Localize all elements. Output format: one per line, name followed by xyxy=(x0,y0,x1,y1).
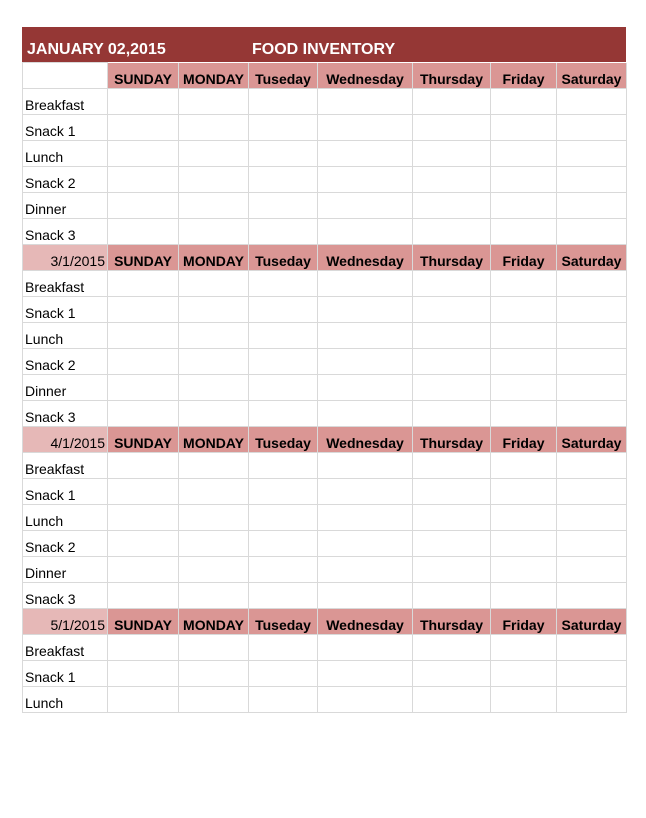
meal-cell[interactable] xyxy=(413,322,491,348)
day-header-tuseday[interactable]: Tuseday xyxy=(249,244,318,270)
meal-cell[interactable] xyxy=(413,686,491,712)
meal-label[interactable]: Snack 1 xyxy=(23,660,108,686)
meal-cell[interactable] xyxy=(491,88,557,114)
meal-cell[interactable] xyxy=(413,218,491,244)
meal-cell[interactable] xyxy=(108,218,179,244)
meal-label[interactable]: Dinner xyxy=(23,556,108,582)
day-header-saturday[interactable]: Saturday xyxy=(557,608,627,634)
day-header-friday[interactable]: Friday xyxy=(491,63,557,89)
meal-cell[interactable] xyxy=(557,322,627,348)
meal-cell[interactable] xyxy=(179,270,249,296)
meal-label[interactable]: Lunch xyxy=(23,140,108,166)
meal-cell[interactable] xyxy=(491,400,557,426)
meal-cell[interactable] xyxy=(179,296,249,322)
day-header-wednesday[interactable]: Wednesday xyxy=(318,426,413,452)
meal-label[interactable]: Lunch xyxy=(23,686,108,712)
meal-cell[interactable] xyxy=(557,348,627,374)
meal-cell[interactable] xyxy=(413,582,491,608)
meal-cell[interactable] xyxy=(179,374,249,400)
day-header-tuseday[interactable]: Tuseday xyxy=(249,608,318,634)
meal-cell[interactable] xyxy=(249,556,318,582)
meal-label[interactable]: Breakfast xyxy=(23,88,108,114)
day-header-sunday[interactable]: SUNDAY xyxy=(108,63,179,89)
meal-cell[interactable] xyxy=(557,270,627,296)
meal-cell[interactable] xyxy=(108,192,179,218)
day-header-monday[interactable]: MONDAY xyxy=(179,244,249,270)
corner-cell[interactable] xyxy=(23,63,108,89)
meal-cell[interactable] xyxy=(491,296,557,322)
meal-cell[interactable] xyxy=(318,400,413,426)
day-header-thursday[interactable]: Thursday xyxy=(413,244,491,270)
meal-label[interactable]: Lunch xyxy=(23,504,108,530)
meal-row xyxy=(23,114,627,140)
meal-cell[interactable] xyxy=(249,192,318,218)
day-header-sunday[interactable]: SUNDAY xyxy=(108,426,179,452)
meal-cell[interactable] xyxy=(249,530,318,556)
meal-cell[interactable] xyxy=(249,348,318,374)
meal-cell[interactable] xyxy=(249,114,318,140)
meal-cell[interactable] xyxy=(557,114,627,140)
meal-label[interactable]: Snack 1 xyxy=(23,478,108,504)
meal-cell[interactable] xyxy=(491,452,557,478)
meal-cell[interactable] xyxy=(179,218,249,244)
week-date-cell[interactable]: 4/1/2015 xyxy=(23,426,108,452)
meal-cell[interactable] xyxy=(491,140,557,166)
meal-row xyxy=(23,556,627,582)
meal-row xyxy=(23,348,627,374)
meal-row xyxy=(23,88,627,114)
meal-cell[interactable] xyxy=(491,218,557,244)
day-header-row xyxy=(23,63,627,89)
day-header-row xyxy=(23,244,627,270)
day-header-monday[interactable]: MONDAY xyxy=(179,426,249,452)
meal-cell[interactable] xyxy=(179,660,249,686)
day-header-sunday[interactable]: SUNDAY xyxy=(108,244,179,270)
meal-cell[interactable] xyxy=(413,166,491,192)
meal-cell[interactable] xyxy=(557,582,627,608)
meal-cell[interactable] xyxy=(249,400,318,426)
meal-cell[interactable] xyxy=(491,192,557,218)
meal-cell[interactable] xyxy=(318,686,413,712)
meal-cell[interactable] xyxy=(249,322,318,348)
meal-cell[interactable] xyxy=(557,478,627,504)
meal-cell[interactable] xyxy=(491,530,557,556)
meal-cell[interactable] xyxy=(491,114,557,140)
food-inventory-sheet xyxy=(22,27,626,713)
meal-label[interactable]: Dinner xyxy=(23,192,108,218)
meal-label[interactable]: Snack 2 xyxy=(23,166,108,192)
meal-cell[interactable] xyxy=(318,270,413,296)
day-header-saturday[interactable]: Saturday xyxy=(557,426,627,452)
meal-cell[interactable] xyxy=(108,634,179,660)
meal-cell[interactable] xyxy=(318,218,413,244)
day-header-sunday[interactable]: SUNDAY xyxy=(108,608,179,634)
meal-cell[interactable] xyxy=(413,296,491,322)
meal-cell[interactable] xyxy=(413,270,491,296)
meal-cell[interactable] xyxy=(318,582,413,608)
meal-cell[interactable] xyxy=(557,556,627,582)
meal-cell[interactable] xyxy=(108,348,179,374)
day-header-thursday[interactable]: Thursday xyxy=(413,63,491,89)
meal-cell[interactable] xyxy=(108,166,179,192)
meal-cell[interactable] xyxy=(179,166,249,192)
meal-cell[interactable] xyxy=(108,582,179,608)
meal-cell[interactable] xyxy=(491,582,557,608)
meal-cell[interactable] xyxy=(249,374,318,400)
meal-cell[interactable] xyxy=(557,140,627,166)
meal-cell[interactable] xyxy=(249,686,318,712)
meal-row xyxy=(23,452,627,478)
meal-cell[interactable] xyxy=(557,660,627,686)
meal-cell[interactable] xyxy=(179,582,249,608)
meal-cell[interactable] xyxy=(179,140,249,166)
meal-cell[interactable] xyxy=(179,686,249,712)
meal-row xyxy=(23,660,627,686)
day-header-tuseday[interactable]: Tuseday xyxy=(249,63,318,89)
day-header-friday[interactable]: Friday xyxy=(491,244,557,270)
title-bar xyxy=(22,27,626,62)
meal-cell[interactable] xyxy=(108,452,179,478)
meal-row xyxy=(23,634,627,660)
meal-cell[interactable] xyxy=(249,270,318,296)
meal-cell[interactable] xyxy=(413,348,491,374)
meal-cell[interactable] xyxy=(318,88,413,114)
day-header-row xyxy=(23,608,627,634)
day-header-saturday[interactable]: Saturday xyxy=(557,63,627,89)
meal-cell[interactable] xyxy=(318,322,413,348)
meal-cell[interactable] xyxy=(249,504,318,530)
meal-cell[interactable] xyxy=(179,556,249,582)
meal-cell[interactable] xyxy=(249,140,318,166)
meal-cell[interactable] xyxy=(491,374,557,400)
meal-label[interactable]: Snack 1 xyxy=(23,296,108,322)
day-header-thursday[interactable]: Thursday xyxy=(413,426,491,452)
day-header-monday[interactable]: MONDAY xyxy=(179,63,249,89)
meal-cell[interactable] xyxy=(491,270,557,296)
meal-cell[interactable] xyxy=(179,88,249,114)
meal-cell[interactable] xyxy=(108,374,179,400)
day-header-tuseday[interactable]: Tuseday xyxy=(249,426,318,452)
meal-label[interactable]: Lunch xyxy=(23,322,108,348)
meal-cell[interactable] xyxy=(179,478,249,504)
day-header-wednesday[interactable]: Wednesday xyxy=(318,63,413,89)
inventory-grid xyxy=(22,62,627,713)
day-header-thursday[interactable]: Thursday xyxy=(413,608,491,634)
meal-cell[interactable] xyxy=(557,634,627,660)
meal-cell[interactable] xyxy=(249,478,318,504)
meal-cell[interactable] xyxy=(557,192,627,218)
meal-cell[interactable] xyxy=(249,166,318,192)
meal-cell[interactable] xyxy=(108,296,179,322)
meal-row xyxy=(23,166,627,192)
meal-cell[interactable] xyxy=(318,478,413,504)
meal-label[interactable]: Snack 2 xyxy=(23,530,108,556)
meal-cell[interactable] xyxy=(413,192,491,218)
meal-cell[interactable] xyxy=(557,218,627,244)
meal-cell[interactable] xyxy=(108,556,179,582)
meal-cell[interactable] xyxy=(179,114,249,140)
meal-row xyxy=(23,140,627,166)
meal-cell[interactable] xyxy=(491,166,557,192)
meal-cell[interactable] xyxy=(108,400,179,426)
meal-cell[interactable] xyxy=(318,348,413,374)
meal-cell[interactable] xyxy=(179,322,249,348)
meal-cell[interactable] xyxy=(318,114,413,140)
meal-cell[interactable] xyxy=(108,530,179,556)
meal-cell[interactable] xyxy=(491,478,557,504)
meal-cell[interactable] xyxy=(318,530,413,556)
meal-cell[interactable] xyxy=(318,140,413,166)
meal-cell[interactable] xyxy=(491,504,557,530)
meal-cell[interactable] xyxy=(108,322,179,348)
sheet-date: JANUARY 02,2015 xyxy=(27,41,166,58)
meal-label[interactable]: Breakfast xyxy=(23,270,108,296)
meal-row xyxy=(23,504,627,530)
meal-cell[interactable] xyxy=(557,400,627,426)
meal-cell[interactable] xyxy=(413,504,491,530)
meal-cell[interactable] xyxy=(413,400,491,426)
meal-label[interactable]: Breakfast xyxy=(23,452,108,478)
meal-cell[interactable] xyxy=(557,530,627,556)
meal-row xyxy=(23,218,627,244)
meal-cell[interactable] xyxy=(557,296,627,322)
meal-cell[interactable] xyxy=(179,192,249,218)
meal-cell[interactable] xyxy=(557,166,627,192)
day-header-monday[interactable]: MONDAY xyxy=(179,608,249,634)
meal-cell[interactable] xyxy=(413,478,491,504)
meal-cell[interactable] xyxy=(557,374,627,400)
meal-cell[interactable] xyxy=(318,660,413,686)
meal-cell[interactable] xyxy=(318,296,413,322)
meal-cell[interactable] xyxy=(108,478,179,504)
sheet-title: FOOD INVENTORY xyxy=(252,41,396,58)
meal-row xyxy=(23,478,627,504)
meal-cell[interactable] xyxy=(491,660,557,686)
meal-cell[interactable] xyxy=(108,686,179,712)
meal-cell[interactable] xyxy=(557,88,627,114)
meal-cell[interactable] xyxy=(318,452,413,478)
meal-cell[interactable] xyxy=(557,452,627,478)
meal-cell[interactable] xyxy=(491,556,557,582)
meal-row xyxy=(23,530,627,556)
meal-row xyxy=(23,686,627,712)
meal-cell[interactable] xyxy=(413,140,491,166)
meal-cell[interactable] xyxy=(108,140,179,166)
meal-cell[interactable] xyxy=(413,530,491,556)
meal-cell[interactable] xyxy=(491,322,557,348)
meal-cell[interactable] xyxy=(179,634,249,660)
meal-cell[interactable] xyxy=(557,686,627,712)
meal-cell[interactable] xyxy=(179,348,249,374)
meal-cell[interactable] xyxy=(249,452,318,478)
meal-row xyxy=(23,270,627,296)
meal-cell[interactable] xyxy=(413,374,491,400)
meal-cell[interactable] xyxy=(413,88,491,114)
day-header-wednesday[interactable]: Wednesday xyxy=(318,608,413,634)
meal-label[interactable]: Snack 3 xyxy=(23,218,108,244)
meal-label[interactable]: Snack 2 xyxy=(23,348,108,374)
meal-cell[interactable] xyxy=(413,660,491,686)
meal-cell[interactable] xyxy=(249,660,318,686)
meal-cell[interactable] xyxy=(179,452,249,478)
meal-cell[interactable] xyxy=(491,634,557,660)
day-header-friday[interactable]: Friday xyxy=(491,608,557,634)
meal-cell[interactable] xyxy=(179,504,249,530)
meal-label[interactable]: Snack 1 xyxy=(23,114,108,140)
day-header-wednesday[interactable]: Wednesday xyxy=(318,244,413,270)
meal-cell[interactable] xyxy=(491,686,557,712)
meal-row xyxy=(23,374,627,400)
meal-cell[interactable] xyxy=(179,530,249,556)
meal-row xyxy=(23,322,627,348)
meal-label[interactable]: Dinner xyxy=(23,374,108,400)
meal-cell[interactable] xyxy=(108,114,179,140)
meal-cell[interactable] xyxy=(179,400,249,426)
day-header-saturday[interactable]: Saturday xyxy=(557,244,627,270)
meal-cell[interactable] xyxy=(249,88,318,114)
meal-row xyxy=(23,400,627,426)
meal-cell[interactable] xyxy=(318,374,413,400)
meal-cell[interactable] xyxy=(318,504,413,530)
meal-cell[interactable] xyxy=(108,88,179,114)
meal-cell[interactable] xyxy=(108,270,179,296)
day-header-row xyxy=(23,426,627,452)
meal-cell[interactable] xyxy=(318,166,413,192)
meal-cell[interactable] xyxy=(249,218,318,244)
meal-label[interactable]: Snack 3 xyxy=(23,582,108,608)
meal-cell[interactable] xyxy=(249,582,318,608)
meal-cell[interactable] xyxy=(318,556,413,582)
meal-cell[interactable] xyxy=(413,114,491,140)
meal-cell[interactable] xyxy=(108,504,179,530)
meal-cell[interactable] xyxy=(318,634,413,660)
meal-cell[interactable] xyxy=(413,634,491,660)
meal-label[interactable]: Breakfast xyxy=(23,634,108,660)
meal-row xyxy=(23,582,627,608)
meal-cell[interactable] xyxy=(318,192,413,218)
meal-cell[interactable] xyxy=(108,660,179,686)
meal-cell[interactable] xyxy=(249,296,318,322)
meal-row xyxy=(23,192,627,218)
meal-row xyxy=(23,296,627,322)
meal-cell[interactable] xyxy=(557,504,627,530)
week-date-cell[interactable]: 3/1/2015 xyxy=(23,244,108,270)
week-date-cell[interactable]: 5/1/2015 xyxy=(23,608,108,634)
meal-cell[interactable] xyxy=(413,452,491,478)
meal-label[interactable]: Snack 3 xyxy=(23,400,108,426)
meal-cell[interactable] xyxy=(249,634,318,660)
meal-cell[interactable] xyxy=(491,348,557,374)
day-header-friday[interactable]: Friday xyxy=(491,426,557,452)
meal-cell[interactable] xyxy=(413,556,491,582)
